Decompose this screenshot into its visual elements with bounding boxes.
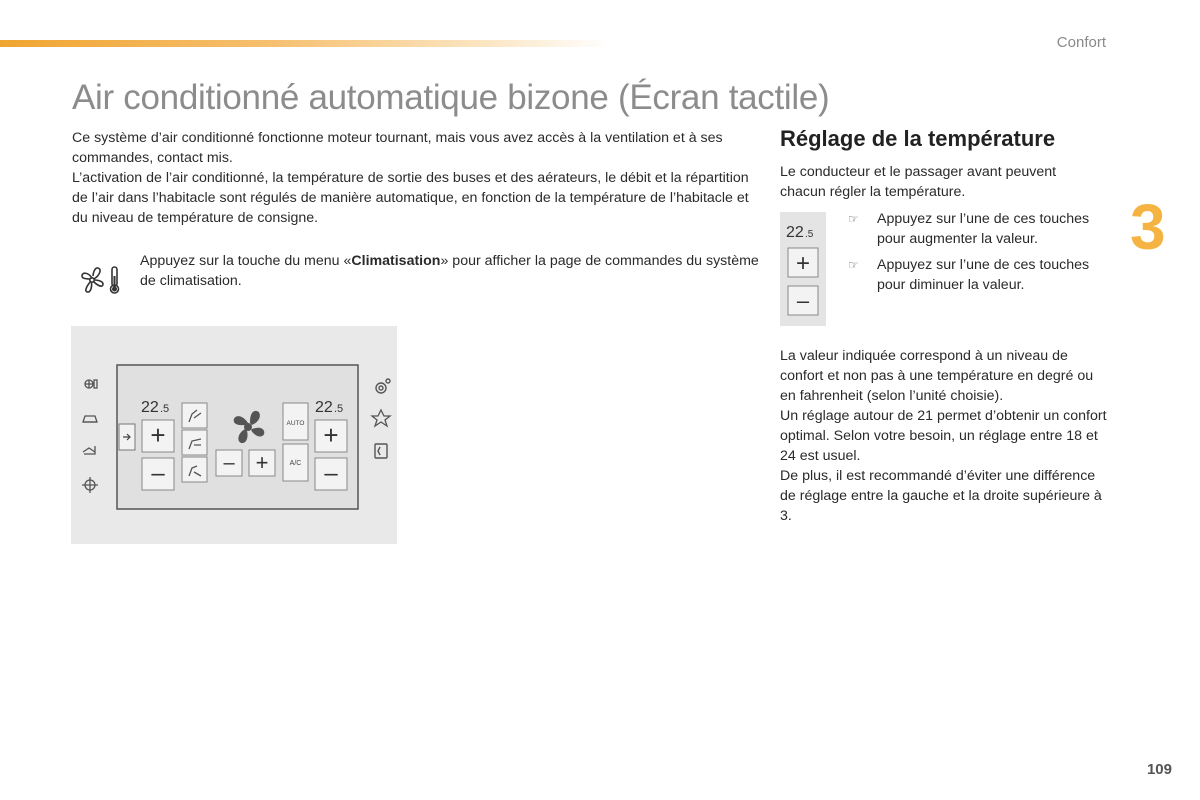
bullet-decrease-text: Appuyez sur l’une de ces touches pour diminuer la valeur. <box>877 257 1090 293</box>
value-paragraph-2: Un réglage autour de 21 permet d’obtenir un confort optimal. Selon votre besoin, un réglage entre 18 et 24 est usuel. <box>780 408 1107 464</box>
widget-temp-value: 22 <box>786 224 804 241</box>
value-explanation <box>780 346 1110 526</box>
side-star-icon[interactable] <box>372 410 390 426</box>
instruction-bullets <box>848 209 1108 301</box>
left-temp-value: 22 <box>141 399 159 416</box>
side-car-icon[interactable] <box>83 416 97 422</box>
right-temp-value: 22 <box>315 399 333 416</box>
bullet-decrease <box>848 255 1108 295</box>
pointing-hand-icon: ☞ <box>848 212 859 226</box>
menu-instruction <box>140 251 760 291</box>
value-paragraph-3: De plus, il est recommandé d’éviter une différence de réglage entre la gauche et la droite supérieure à 3. <box>780 468 1102 524</box>
fan-thermometer-icon <box>78 264 126 296</box>
right-minus-label: – <box>324 460 338 487</box>
menu-text-bold: Climatisation <box>351 253 441 269</box>
right-temp-decimal: .5 <box>334 403 344 415</box>
temperature-heading: Réglage de la température <box>780 126 1056 151</box>
widget-plus-label: + <box>795 250 811 277</box>
intro-paragraph-2: L’activation de l’air conditionné, la température de sortie des buses et des aérateurs, le débit et la répartition de l’air dans l’habitacle sont régulés de manière automatique, en fonction de la température de l’habitacle et du niveau de température de consigne. <box>72 170 749 226</box>
distribution-windscreen-button[interactable] <box>182 403 207 428</box>
page-title: Air conditionné automatique bizone (Écran tactile) <box>72 78 830 117</box>
intro-text <box>72 128 762 228</box>
bullet-increase-text: Appuyez sur l’une de ces touches pour augmenter la valeur. <box>877 211 1090 247</box>
temperature-widget <box>780 212 826 326</box>
fan-minus-label: – <box>223 452 235 474</box>
left-minus-label: – <box>151 460 165 487</box>
left-temp-decimal: .5 <box>160 403 170 415</box>
ac-label: A/C <box>289 460 302 467</box>
widget-minus-label: – <box>796 288 810 313</box>
auto-label: AUTO <box>286 420 305 427</box>
side-fan-icon[interactable] <box>85 380 97 388</box>
bullet-increase <box>848 209 1108 249</box>
fan-plus-label: + <box>255 450 269 475</box>
side-navigation-icon[interactable] <box>82 477 98 493</box>
temperature-intro: Le conducteur et le passager avant peuvent chacun régler la température. <box>780 164 1057 200</box>
pointing-hand-icon: ☞ <box>848 258 859 272</box>
side-settings-icon[interactable] <box>376 379 390 393</box>
menu-text-after: » pour afficher la page de commandes du système de climatisation. <box>140 253 759 289</box>
side-recirculation-icon[interactable] <box>83 446 95 454</box>
touchscreen-illustration <box>71 326 397 544</box>
menu-text-before: Appuyez sur la touche du menu « <box>140 253 352 269</box>
chapter-number: 3 <box>1130 191 1166 263</box>
section-title: Confort <box>1056 34 1106 51</box>
distribution-feet-button[interactable] <box>182 457 207 482</box>
widget-temp-decimal: .5 <box>805 229 814 240</box>
side-phone-icon[interactable] <box>375 444 387 458</box>
value-paragraph-1: La valeur indiquée correspond à un niveau de confort et non pas à une température en degré ou en fahrenheit (selon l’unité choisie). <box>780 348 1094 404</box>
left-plus-label: + <box>150 420 166 450</box>
distribution-face-button[interactable] <box>182 430 207 455</box>
right-plus-label: + <box>323 420 339 450</box>
header-accent-bar <box>0 40 610 47</box>
page-number: 109 <box>1146 761 1172 778</box>
intro-paragraph-1: Ce système d’air conditionné fonctionne moteur tournant, mais vous avez accès à la ventilation et à ses commandes, contact mis. <box>72 130 723 166</box>
